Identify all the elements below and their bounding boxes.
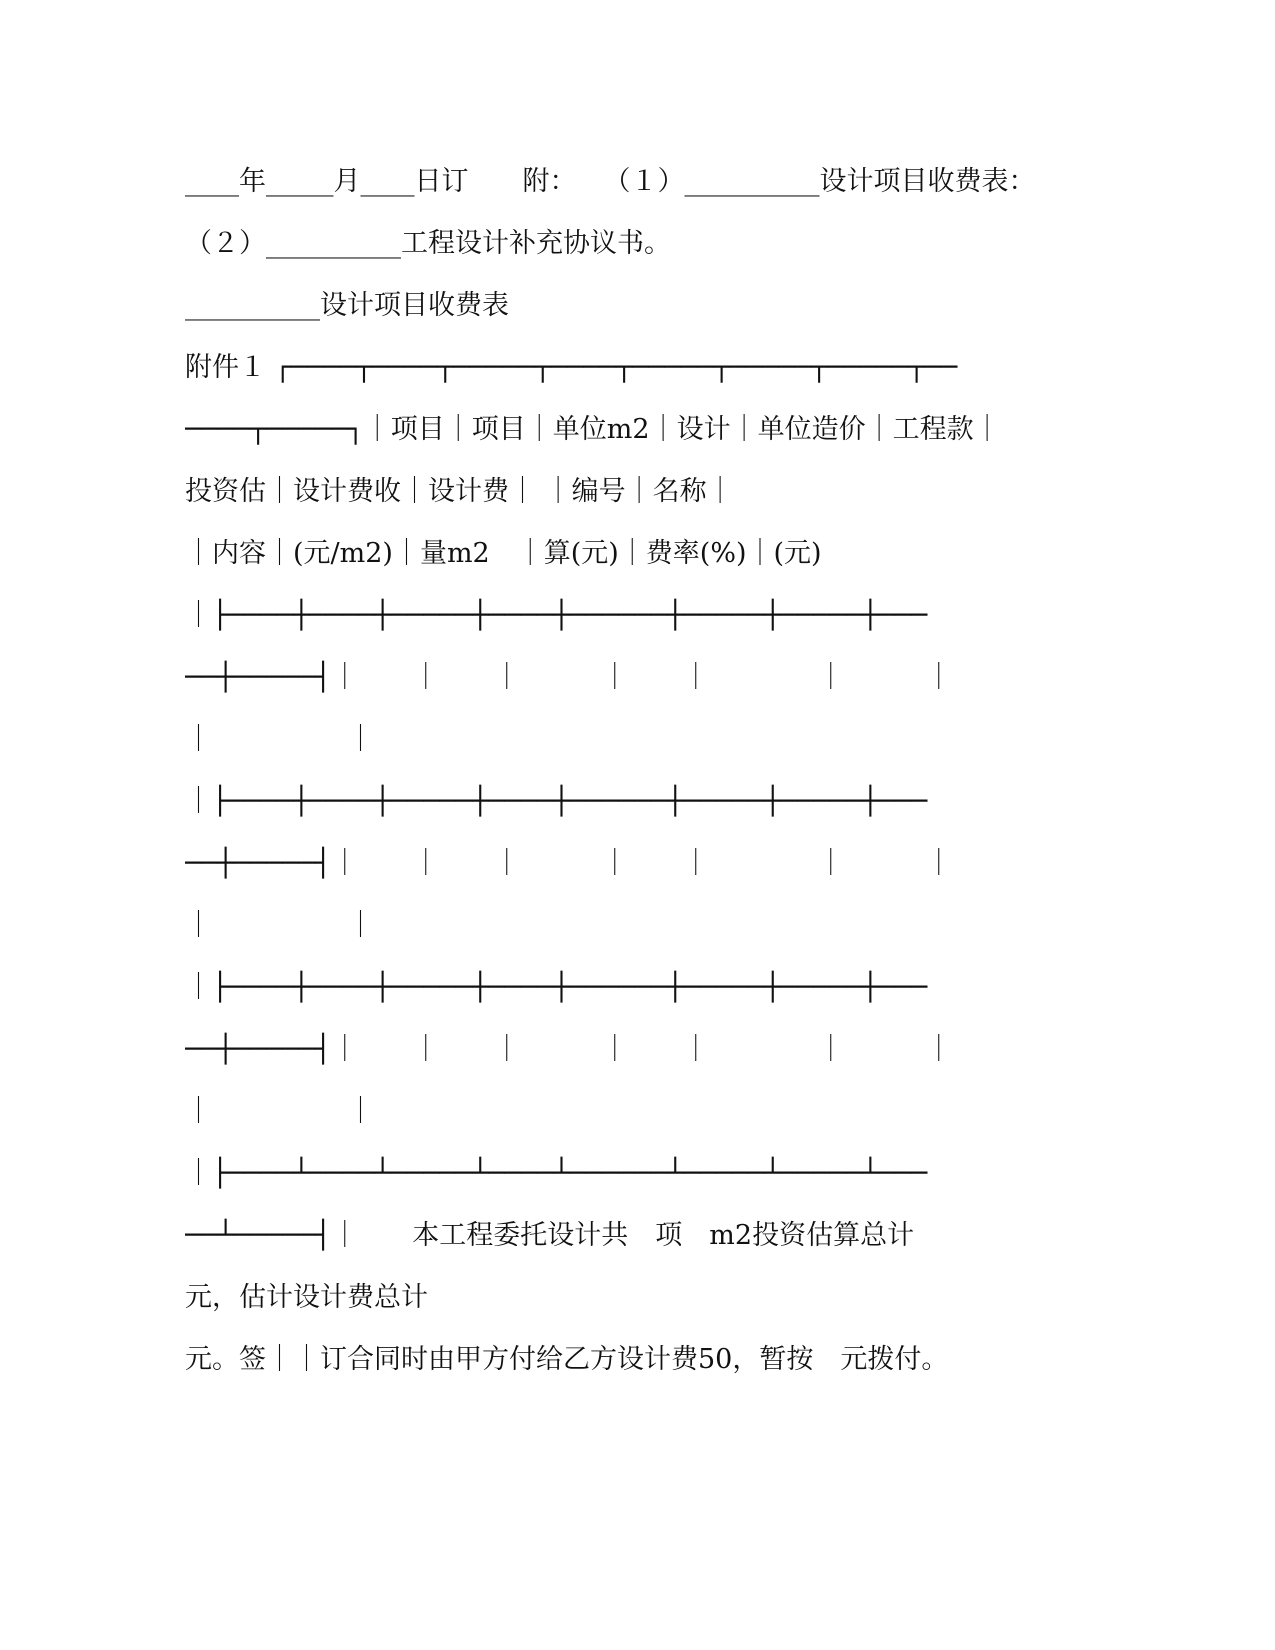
table-row-separator: ｜├────┼────┼─────┼────┼──────┼─────┼─────┼─── [185, 786, 928, 817]
table-row: ｜ ｜ [185, 724, 374, 755]
estimated-fee-line: 元，估计设计费总计 [185, 1282, 428, 1313]
table-header-row-2: 投资估｜设计费收｜设计费｜ ｜编号｜名称｜ [185, 476, 734, 507]
table-row: ｜ ｜ [185, 1096, 374, 1127]
table-row: ──┼─────┤｜ ｜ ｜ ｜ ｜ ｜ ｜ [185, 1034, 953, 1065]
table-bottom-border: ｜├────┴────┴─────┴────┴──────┴─────┴─────┴─── [185, 1158, 928, 1189]
table-row: ──┼─────┤｜ ｜ ｜ ｜ ｜ ｜ ｜ [185, 848, 953, 879]
summary-line: ──┴─────┤｜ 本工程委托设计共 项 m2投资估算总计 [185, 1220, 915, 1251]
table-top-border: 附件１ ┌────┬────┬─────┬────┬─────┬─────┬─────┬── [185, 352, 958, 383]
payment-terms-line: 元。签｜｜订合同时由甲方付给乙方设计费50，暂按 元拨付。 [185, 1344, 949, 1375]
table-row-separator: ｜├────┼────┼─────┼────┼──────┼─────┼─────┼─── [185, 972, 928, 1003]
table-row: ｜ ｜ [185, 910, 374, 941]
table-row: ──┼─────┤｜ ｜ ｜ ｜ ｜ ｜ ｜ [185, 662, 953, 693]
table-row-separator: ｜├────┼────┼─────┼────┼──────┼─────┼─────┼─── [185, 600, 928, 631]
date-and-attachments-line: ____年_____月____日订 附： （１）__________设计项目收费表： [185, 166, 1036, 197]
table-header-row-3: ｜内容｜(元/m2)｜量m2 ｜算(元)｜费率(%)｜(元) [185, 538, 822, 569]
attachment-2-line: （２）__________工程设计补充协议书。 [185, 228, 671, 259]
fee-table-title: __________设计项目收费表 [185, 290, 509, 321]
table-header-row-1: ────┬─────┐｜项目｜项目｜单位m2｜设计｜单位造价｜工程款｜ [185, 414, 1001, 445]
